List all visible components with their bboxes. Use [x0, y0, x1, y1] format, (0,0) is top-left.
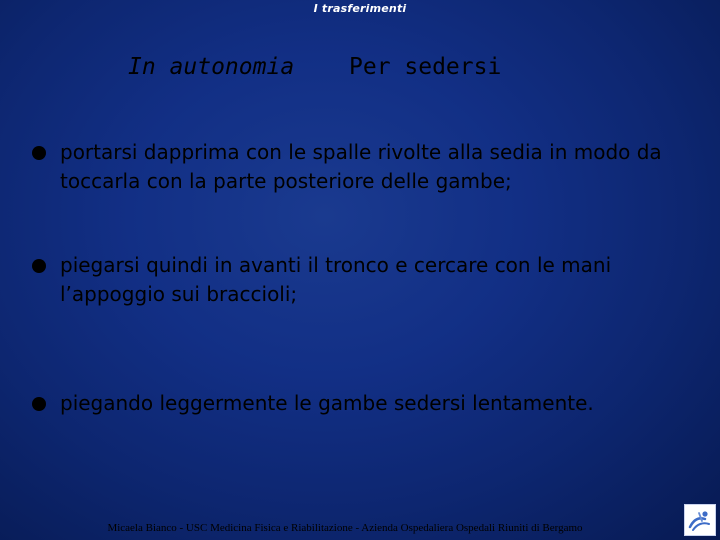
slide-header: I trasferimenti: [313, 2, 407, 15]
bullet-item-2: [30, 251, 690, 309]
slide-footer: Micaela Bianco - USC Medicina Fisica e Riabilitazione - Azienda Ospedaliera Ospedali Riuniti di Bergamo: [107, 522, 583, 534]
bullet-text: piegando leggermente le gambe sedersi lentamente.: [60, 391, 594, 415]
subtitle-in-autonomia: In autonomia: [128, 54, 295, 80]
bullet-item-1: [30, 138, 690, 196]
subtitle-per-sedersi: Per sedersi: [349, 54, 502, 80]
bullet-dot-icon: [32, 259, 46, 273]
bullet-dot-icon: [32, 146, 46, 160]
bullet-dot-icon: [32, 397, 46, 411]
bullet-text: portarsi dapprima con le spalle rivolte alla sedia in modo da toccarla con la parte posteriore delle gambe;: [60, 140, 662, 193]
bullet-item-3: [30, 389, 690, 418]
hospital-logo-graphic: [685, 505, 715, 535]
hospital-logo-icon: [684, 504, 716, 536]
bullet-text: piegarsi quindi in avanti il tronco e cercare con le mani l’appoggio sui braccioli;: [60, 253, 612, 306]
